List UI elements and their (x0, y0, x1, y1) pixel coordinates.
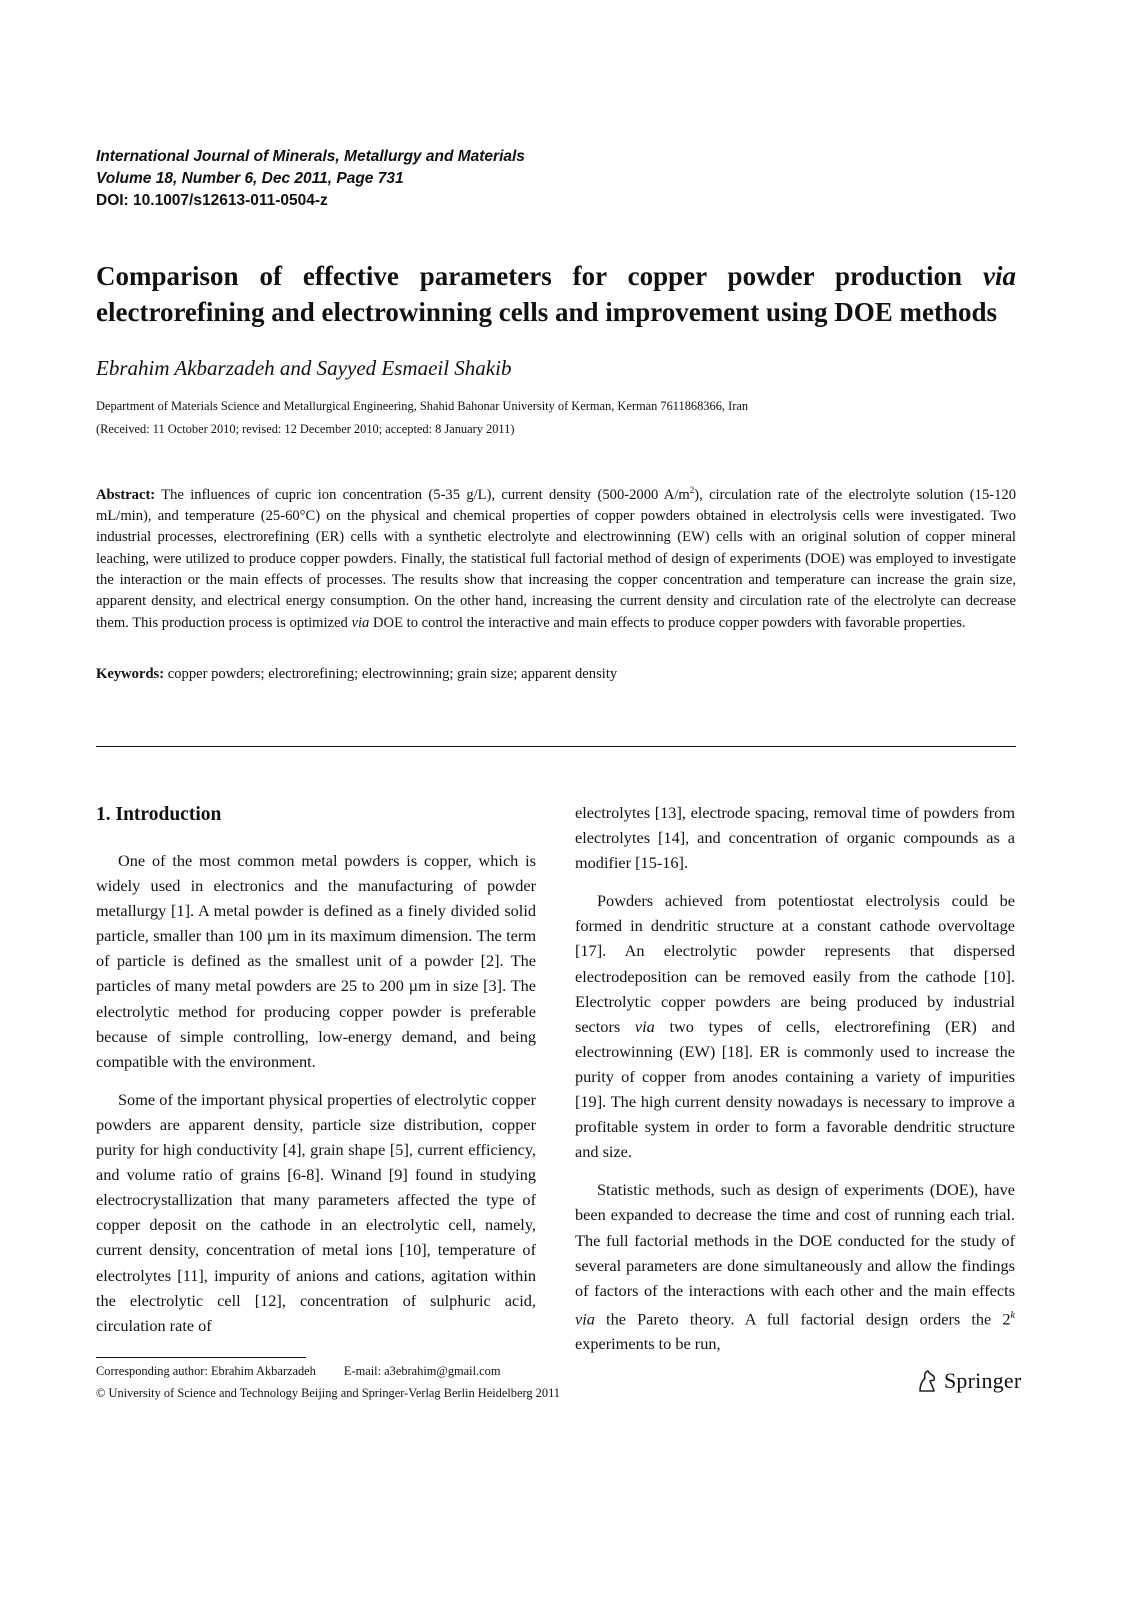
springer-horse-logo-icon (916, 1369, 938, 1393)
abstract-text-3: DOE to control the interactive and main effects to produce copper powders with favorable properties. (369, 614, 966, 631)
title-via: via (983, 261, 1016, 291)
intro-paragraph-1: One of the most common metal powders is copper, which is widely used in electronics and the manufacturing of powder metallurgy [1]. A metal powder is defined as a finely divided solid particle, smaller than 100 µm in its maximum dimension. The term of particle is defined as the smallest unit of a powder [2]. The particles of many metal powders are 25 to 200 µm in size [3]. The electrolytic method for producing copper powder is preferable because of simple controlling, low-energy demand, and being compatible with the environment. (96, 851, 536, 1071)
corresponding-line (96, 1364, 500, 1379)
springer-logo (916, 1368, 1021, 1394)
intro-paragraph-4 (575, 1177, 1015, 1356)
keywords-label: Keywords: (96, 666, 165, 682)
authors: Ebrahim Akbarzadeh and Sayyed Esmaeil Shakib (96, 356, 512, 380)
p4-sup: k (1010, 1309, 1015, 1321)
abstract-label: Abstract: (96, 486, 156, 503)
journal-name: International Journal of Minerals, Metallurgy and Materials (96, 148, 525, 165)
doi: DOI: 10.1007/s12613-011-0504-z (96, 192, 328, 209)
received-dates: (Received: 11 October 2010; revised: 12 December 2010; accepted: 8 January 2011) (96, 422, 515, 436)
journal-header (96, 146, 796, 212)
p3-via: via (634, 1016, 655, 1036)
section-divider (96, 746, 1016, 747)
journal-volume: Volume 18, Number 6, Dec 2011, Page 731 (96, 170, 404, 187)
abstract-text-2: ), circulation rate of the electrolyte solution (15-120 mL/min), and temperature (25-60°C) on the physical and chemical properties of copper powders obtained in electrolysis cells were investigated. Two industrial processes, electrorefining (ER) cells with a synthetic electrolyte and electrowinning (EW) cells with an original solution of copper mineral leaching, were utilized to produce copper powders. Finally, the statistical full factorial method of design of experiments (DOE) was employed to investigate the interaction or the main effects of processes. The results show that increasing the copper concentration and temperature can increase the grain size, apparent density, and electrical energy consumption. On the other hand, increasing the current density and circulation rate of the electrolyte can decrease them. This production process is optimized (96, 486, 1017, 631)
intro-paragraph-3 (575, 888, 1015, 1164)
paper-title (96, 258, 1016, 330)
footnote-rule (96, 1357, 306, 1358)
title-part2: electrorefining and electrowinning cells and improvement using DOE methods (96, 297, 998, 327)
corresponding-author: Corresponding author: Ebrahim Akbarzadeh (96, 1364, 316, 1378)
abstract-via: via (351, 614, 370, 631)
title-part1: Comparison of effective parameters for copper powder production (96, 261, 983, 291)
abstract-text-1: The influences of cupric ion concentration (5-35 g/L), current density (500-2000 A/m (155, 486, 690, 503)
p3-text-a: Powders achieved from potentiostat electrolysis could be formed in dendritic structure at a constant cathode overvoltage [17]. An electrolytic powder represents that dispersed electrodeposition can be removed easily from the cathode [10]. Electrolytic copper powders are being produced by industrial sectors (575, 891, 1015, 1036)
p3-text-b: two types of cells, electrorefining (ER) and electrowinning (EW) [18]. ER is commonly used to increase the purity of copper from anodes containing a variety of impurities [19]. The high current density nowadays is necessary to improve a profitable system in order to form a favorable dendritic structure and size. (575, 1016, 1016, 1162)
p4-text-b: the Pareto theory. A full factorial design orders the 2 (594, 1309, 1011, 1329)
keywords-text: copper powders; electrorefining; electrowinning; grain size; apparent density (164, 666, 618, 682)
p4-text-a: Statistic methods, such as design of experiments (DOE), have been expanded to decrease the time and cost of running each trial. The full factorial methods in the DOE conducted for the study of several parameters are done simultaneously and allow the findings of factors of the interactions with each other and the main effects (575, 1180, 1015, 1300)
affiliation: Department of Materials Science and Metallurgical Engineering, Shahid Bahonar University of Kerman, Kerman 7611868366, Iran (96, 399, 749, 413)
email: E-mail: a3ebrahim@gmail.com (343, 1364, 501, 1378)
left-column (96, 802, 536, 1351)
copyright: © University of Science and Technology Beijing and Springer-Verlag Berlin Heidelberg 2011 (96, 1386, 560, 1400)
abstract (96, 480, 1016, 634)
right-column (575, 800, 1015, 1369)
section-heading-introduction: 1. Introduction (96, 804, 222, 825)
intro-paragraph-2-continued: electrolytes [13], electrode spacing, removal time of powders from electrolytes [14], and concentration of organic compounds as a modifier [15-16]. (575, 803, 1015, 873)
p4-via: via (575, 1309, 595, 1329)
abstract-sup: 2 (689, 485, 695, 495)
publisher-name: Springer (944, 1368, 1022, 1393)
keywords (96, 664, 1016, 685)
intro-paragraph-2: Some of the important physical properties of electrolytic copper powders are apparent density, particle size distribution, copper purity for high conductivity [4], grain shape [5], current efficiency, and volume ratio of grains [6-8]. Winand [9] found in studying electrocrystallization that many parameters affected the type of copper deposit on the cathode in an electrolytic cell, namely, current density, concentration of metal ions [10], temperature of electrolytes [11], impurity of anions and cations, agitation within the electrolytic cell [12], concentration of sulphuric acid, circulation rate of (96, 1089, 536, 1335)
p4-text-c: experiments to be run, (575, 1334, 721, 1354)
